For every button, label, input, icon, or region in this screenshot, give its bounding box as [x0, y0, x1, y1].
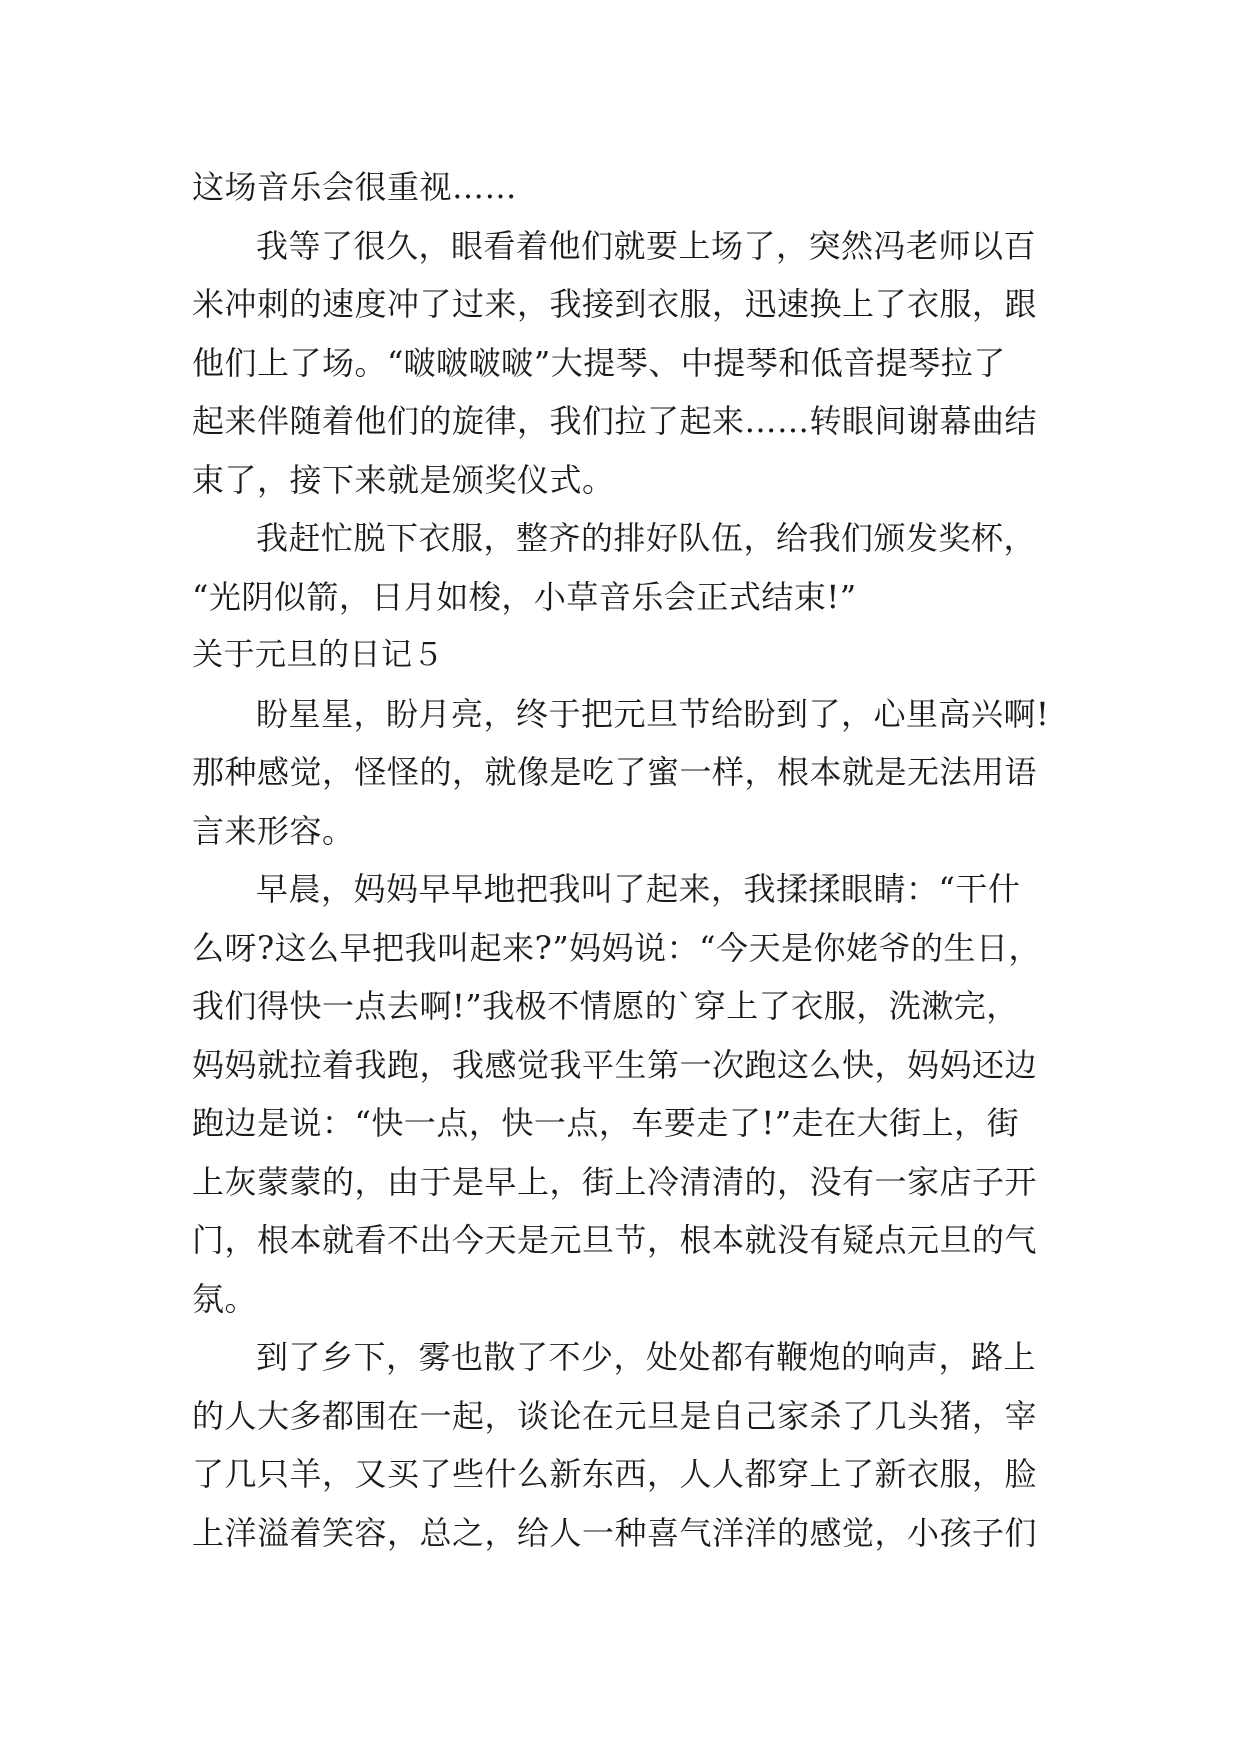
document-body [192, 158, 1058, 1562]
text-line: 米冲刺的速度冲了过来，我接到衣服，迅速换上了衣服，跟 [192, 285, 1038, 323]
text-line: 跑边是说：“快一点，快一点，车要走了!”走在大街上，街 [192, 1104, 1020, 1142]
text-line: 上洋溢着笑容，总之，给人一种喜气洋洋的感觉，小孩子们 [192, 1513, 1038, 1552]
paragraph-start-line: 我赶忙脱下衣服，整齐的排好队伍，给我们颁发奖杯， [256, 519, 1037, 557]
text-line: 束了，接下来就是颁奖仪式。 [192, 460, 615, 499]
text-line: 那种感觉，怪怪的，就像是吃了蜜一样，根本就是无法用语 [192, 753, 1038, 791]
section-heading: 关于元旦的日记５ [192, 637, 444, 673]
text-line: 了几只羊，又买了些什么新东西，人人都穿上了新衣服，脸 [192, 1455, 1038, 1493]
text-line: 妈妈就拉着我跑，我感觉我平生第一次跑这么快，妈妈还边 [192, 1045, 1038, 1084]
paragraph-start-line: 到了乡下，雾也散了不少，处处都有鞭炮的响声，路上 [256, 1338, 1037, 1376]
text-line: “光阴似箭，日月如梭，小草音乐会正式结束!” [192, 577, 857, 616]
text-line: 起来伴随着他们的旋律，我们拉了起来……转眼间谢幕曲结 [192, 402, 1038, 440]
text-line: 氛。 [192, 1279, 258, 1318]
paragraph-start-line: 早晨，妈妈早早地把我叫了起来，我揉揉眼睛：“干什 [256, 870, 1021, 908]
text-line: 我们得快一点去啊!”我极不情愿的`穿上了衣服，洗漱完， [192, 987, 1019, 1025]
text-line: 他们上了场。“啵啵啵啵”大提琴、中提琴和低音提琴拉了 [192, 343, 1006, 382]
text-line: 这场音乐会很重视…… [192, 168, 518, 206]
text-line: 么呀?这么早把我叫起来?”妈妈说：“今天是你姥爷的生日， [192, 928, 1042, 967]
paragraph-start-line: 盼星星，盼月亮，终于把元旦节给盼到了，心里高兴啊! [256, 694, 1050, 733]
text-line: 的人大多都围在一起，谈论在元旦是自己家杀了几头猪，宰 [192, 1396, 1038, 1435]
text-line: 门，根本就看不出今天是元旦节，根本就没有疑点元旦的气 [192, 1221, 1038, 1259]
paragraph-start-line: 我等了很久，眼看着他们就要上场了，突然冯老师以百 [256, 226, 1037, 265]
text-line: 上灰蒙蒙的，由于是早上，街上冷清清的，没有一家店子开 [192, 1162, 1038, 1201]
text-line: 言来形容。 [192, 811, 355, 850]
